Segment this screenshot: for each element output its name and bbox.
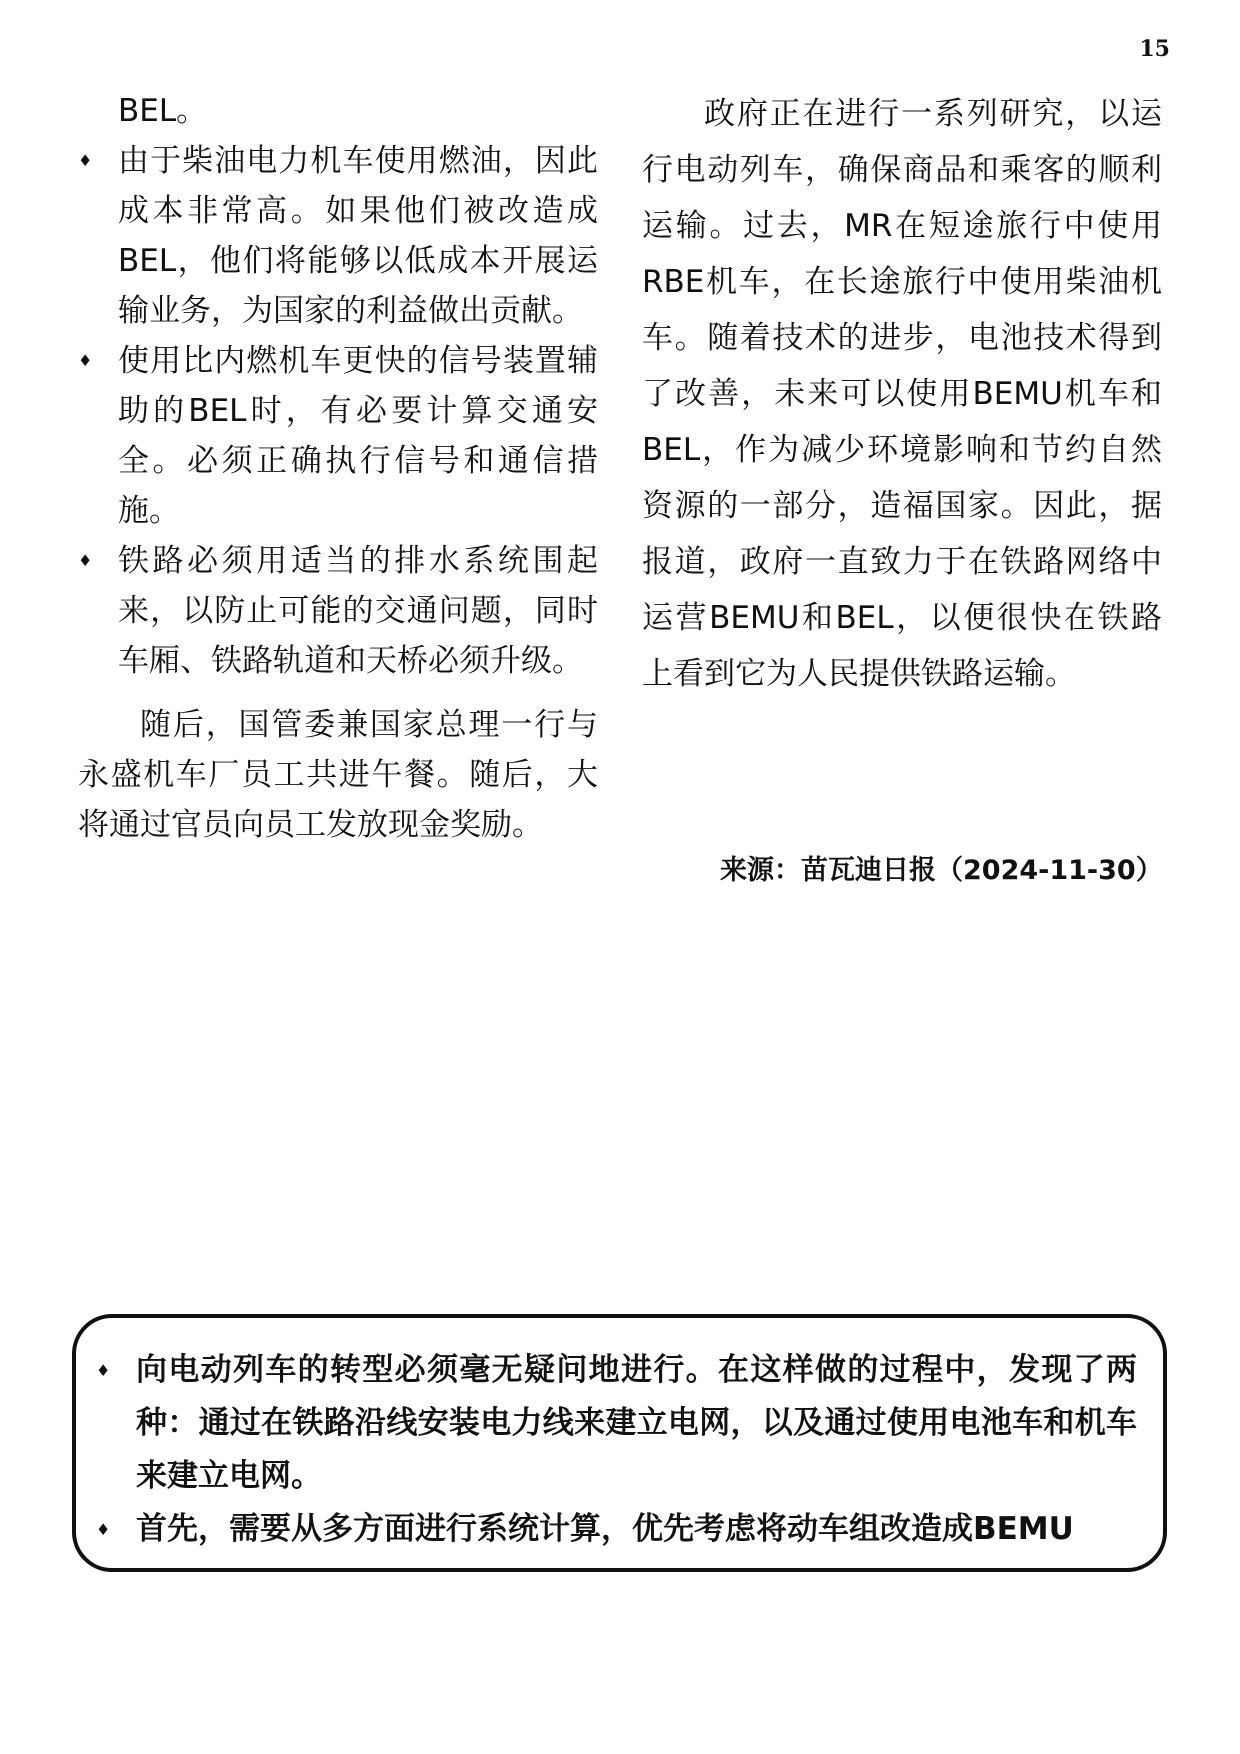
- diamond-bullet-icon: ♦: [96, 1361, 111, 1380]
- intro-tail: BEL。: [118, 93, 208, 129]
- source-citation: 来源：苗瓦迪日报（2024-11-30）: [720, 855, 1163, 886]
- closing-paragraph: 随后，国管委兼国家总理一行与永盛机车厂员工共进午餐。随后，大将通过官员向员工发放现金奖励。: [78, 707, 598, 843]
- bullet-text: 铁路必须用适当的排水系统围起来，以防止可能的交通问题，同时车厢、铁路轨道和天桥必须升级。: [118, 543, 598, 679]
- list-item: [96, 1344, 1137, 1503]
- main-paragraph: 政府正在进行一系列研究，以运行电动列车，确保商品和乘客的顺利运输。过去，MR在短途旅行中使用RBE机车，在长途旅行中使用柴油机车。随着技术的进步，电池技术得到了改善，未来可以使用BEMU机车和BEL，作为减少环境影响和节约自然资源的一部分，造福国家。因此，据报道，政府一直致力于在铁路网络中运营BEMU和BEL，以便很快在铁路上看到它为人民提供铁路运输。: [642, 96, 1162, 692]
- list-item: [78, 136, 598, 336]
- page-number: 15: [1139, 36, 1170, 62]
- list-item: [78, 536, 598, 686]
- bullet-text: 首先，需要从多方面进行系统计算，优先考虑将动车组改造成BEMU: [136, 1511, 1074, 1547]
- list-item: [96, 1503, 1137, 1556]
- bullet-text: 使用比内燃机车更快的信号装置辅助的BEL时，有必要计算交通安全。必须正确执行信号和通信措施。: [118, 343, 598, 529]
- highlight-box: [72, 1314, 1167, 1572]
- diamond-bullet-icon: ♦: [78, 151, 93, 170]
- bullet-text: 由于柴油电力机车使用燃油，因此成本非常高。如果他们被改造成BEL，他们将能够以低成本开展运输业务，为国家的利益做出贡献。: [118, 143, 598, 329]
- left-column: [78, 86, 598, 850]
- list-item: [78, 336, 598, 536]
- bullet-text: 向电动列车的转型必须毫无疑问地进行。在这样做的过程中，发现了两种：通过在铁路沿线安装电力线来建立电网，以及通过使用电池车和机车来建立电网。: [136, 1352, 1137, 1494]
- right-column: [642, 86, 1162, 702]
- diamond-bullet-icon: ♦: [78, 551, 93, 570]
- diamond-bullet-icon: ♦: [78, 351, 93, 370]
- left-bullet-list: [78, 136, 598, 686]
- box-bullet-list: [96, 1344, 1137, 1556]
- diamond-bullet-icon: ♦: [96, 1520, 111, 1539]
